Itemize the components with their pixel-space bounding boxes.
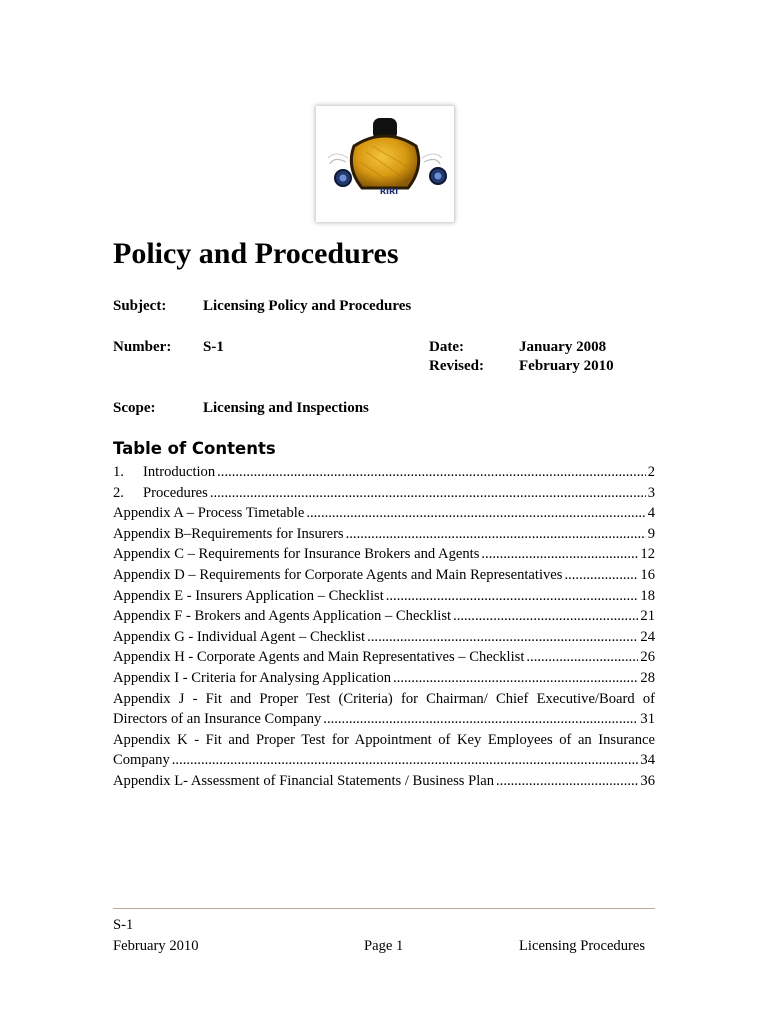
toc-leader-dots <box>172 750 639 771</box>
toc-leader-dots <box>217 462 646 483</box>
toc-leader-dots <box>367 627 638 648</box>
toc-entry-page: 18 <box>640 587 655 604</box>
toc-leader-dots <box>564 565 638 586</box>
toc-leader-dots <box>393 668 638 689</box>
toc-entry[interactable] <box>113 565 655 586</box>
toc-entry-page: 21 <box>640 608 655 625</box>
logo-text: RIRI <box>379 187 399 196</box>
toc-entry-page: 4 <box>647 505 655 522</box>
toc-entry[interactable] <box>113 709 655 730</box>
toc-entry-label: Appendix F - Brokers and Agents Application – Checklist <box>113 608 452 625</box>
toc-leader-dots <box>346 524 646 545</box>
toc-entry-label: Appendix H - Corporate Agents and Main Representatives – Checklist <box>113 649 525 666</box>
toc-entry[interactable] <box>113 668 655 689</box>
number-label: Number: <box>113 339 172 355</box>
table-of-contents <box>113 462 655 792</box>
toc-entry[interactable] <box>113 544 655 565</box>
subject-value: Licensing Policy and Procedures <box>203 298 412 314</box>
footer-section-title: Licensing Procedures <box>519 938 646 954</box>
toc-entry-page: 28 <box>640 669 655 686</box>
toc-leader-dots <box>386 586 639 607</box>
toc-entry-label: Appendix B–Requirements for Insurers <box>113 525 344 542</box>
toc-entry-label: Appendix G - Individual Agent – Checklist <box>113 628 366 645</box>
toc-entry-page: 36 <box>640 772 655 789</box>
toc-entry[interactable] <box>113 771 655 792</box>
toc-entry-page: 34 <box>640 752 655 769</box>
toc-entry[interactable] <box>113 606 655 627</box>
toc-entry-number: 2. <box>113 484 124 501</box>
toc-entry-first-line[interactable]: Appendix J - Fit and Proper Test (Criteria) for Chairman/ Chief Executive/Board of <box>113 690 655 707</box>
scope-value: Licensing and Inspections <box>203 400 369 416</box>
toc-leader-dots <box>526 647 638 668</box>
scope-label: Scope: <box>113 400 156 416</box>
toc-leader-dots <box>481 544 638 565</box>
date-value: January 2008 <box>519 339 607 355</box>
toc-entry-page: 12 <box>640 546 655 563</box>
toc-entry[interactable] <box>113 586 655 607</box>
toc-entry-label: Appendix L- Assessment of Financial Statements / Business Plan <box>113 772 495 789</box>
toc-entry[interactable] <box>113 647 655 668</box>
toc-entry-page: 31 <box>640 711 655 728</box>
toc-entry[interactable] <box>113 524 655 545</box>
logo-graphic <box>316 106 454 222</box>
toc-entry-label: Appendix E - Insurers Application – Checklist <box>113 587 384 604</box>
number-value: S-1 <box>203 339 224 355</box>
toc-entry-label: Directors of an Insurance Company <box>113 711 322 728</box>
toc-leader-dots <box>323 709 638 730</box>
toc-entry[interactable] <box>113 750 655 771</box>
company-logo <box>316 106 454 222</box>
footer-document-code: S-1 <box>113 917 134 933</box>
toc-entry-label: Company <box>113 752 170 769</box>
revised-label: Revised: <box>429 358 484 374</box>
toc-heading: Table of Contents <box>113 439 276 458</box>
toc-entry-label: Appendix I - Criteria for Analysing Application <box>113 669 392 686</box>
toc-entry[interactable] <box>113 503 655 524</box>
document-title: Policy and Procedures <box>113 237 399 270</box>
toc-entry-page: 26 <box>640 649 655 666</box>
toc-entry-page: 3 <box>647 484 655 501</box>
toc-entry-page: 2 <box>647 464 655 480</box>
toc-leader-dots <box>210 483 646 504</box>
toc-entry[interactable] <box>113 483 655 504</box>
revised-value: February 2010 <box>519 358 614 374</box>
toc-entry-label: Appendix A – Process Timetable <box>113 505 305 522</box>
toc-entry-label: Introduction <box>143 464 216 480</box>
toc-entry-page: 9 <box>647 525 655 542</box>
toc-leader-dots <box>306 503 645 524</box>
toc-entry[interactable] <box>113 462 655 483</box>
toc-entry-first-line[interactable]: Appendix K - Fit and Proper Test for Appointment of Key Employees of an Insurance <box>113 731 655 748</box>
toc-entry-page: 16 <box>640 566 655 583</box>
toc-entry-number: 1. <box>113 464 124 480</box>
footer-date: February 2010 <box>113 938 199 954</box>
toc-entry-label: Appendix D – Requirements for Corporate Agents and Main Representatives <box>113 566 563 583</box>
toc-entry[interactable] <box>113 627 655 648</box>
toc-entry-page: 24 <box>640 628 655 645</box>
date-label: Date: <box>429 339 464 355</box>
footer-divider <box>113 908 655 909</box>
subject-label: Subject: <box>113 298 167 314</box>
footer-page-number: Page 1 <box>364 938 404 954</box>
toc-leader-dots <box>453 606 638 627</box>
toc-entry-label: Appendix C – Requirements for Insurance Brokers and Agents <box>113 546 480 563</box>
toc-leader-dots <box>496 771 638 792</box>
toc-entry-label: Procedures <box>143 484 208 501</box>
